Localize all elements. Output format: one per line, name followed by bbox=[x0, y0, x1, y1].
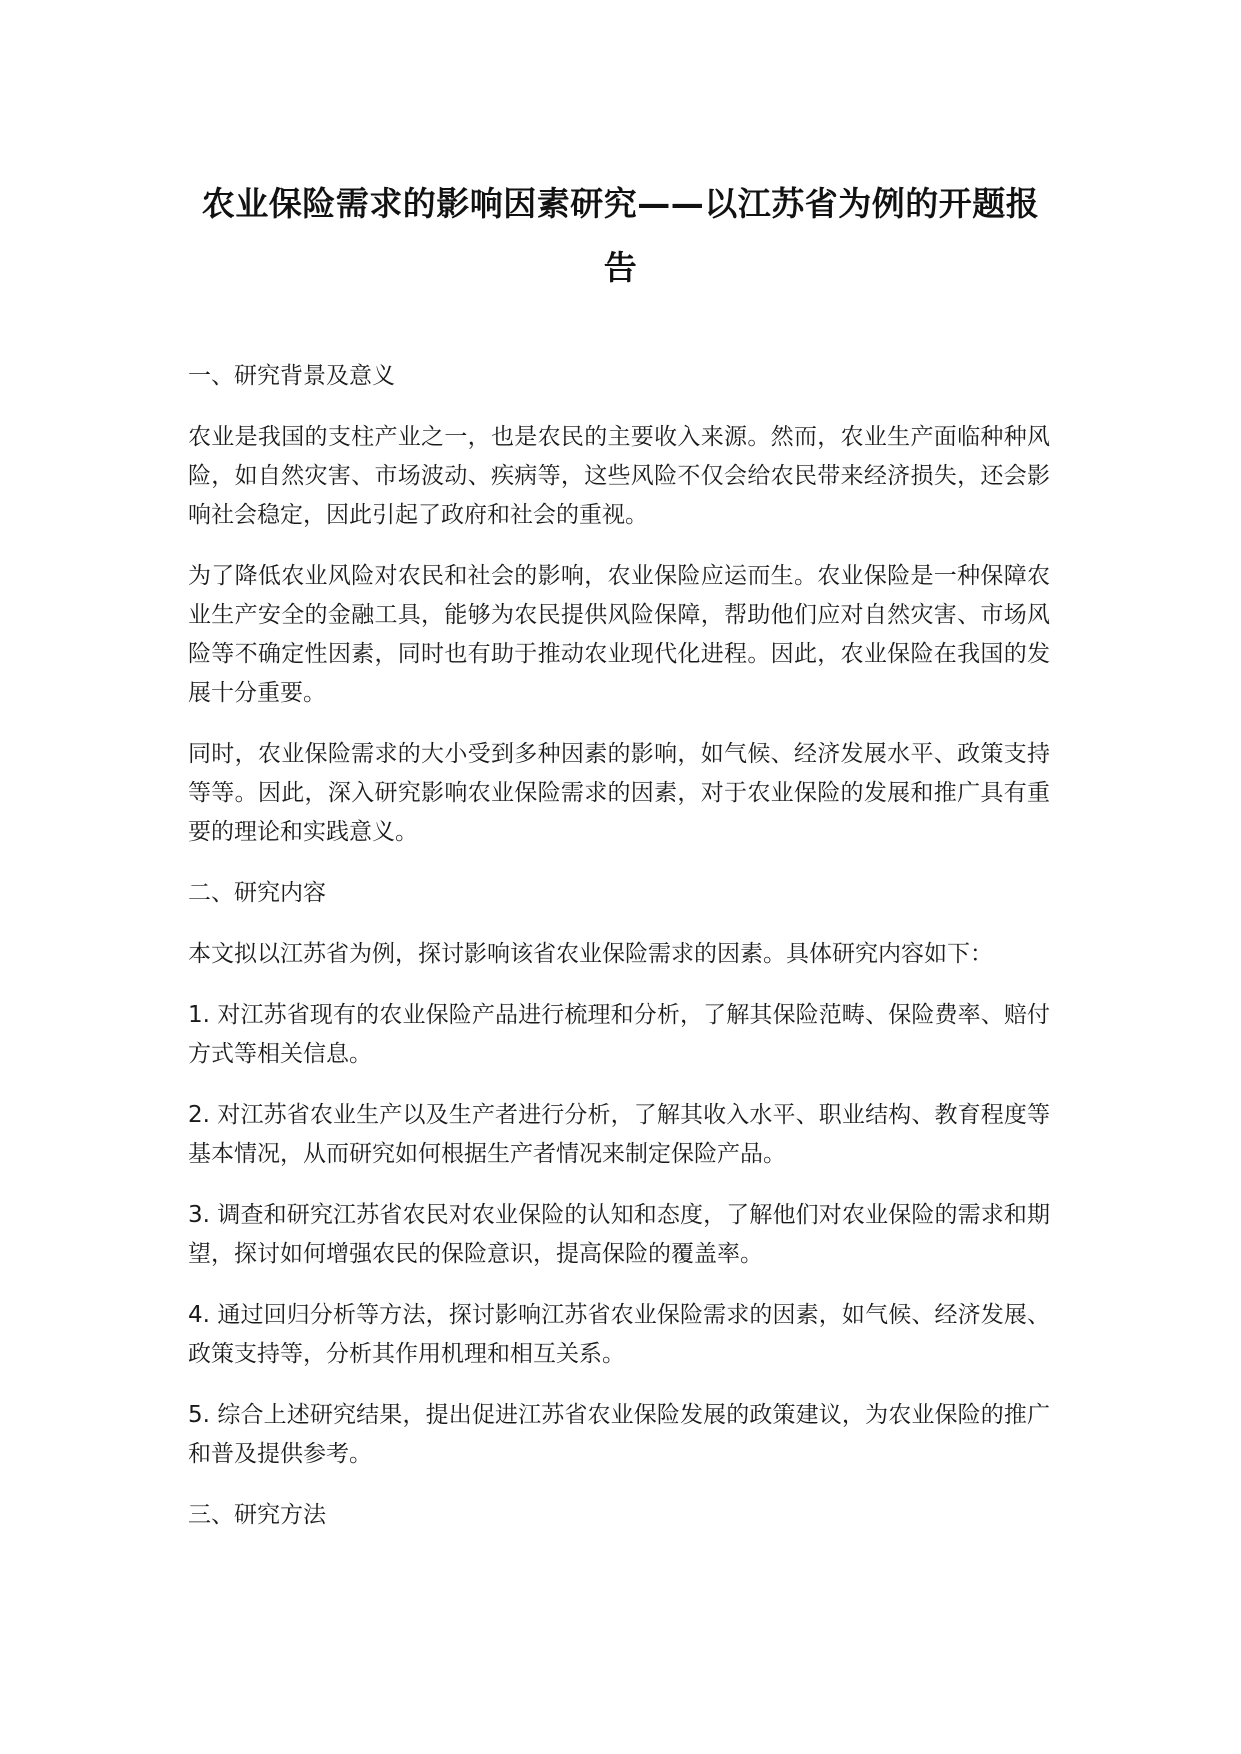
list-item: 5. 综合上述研究结果，提出促进江苏省农业保险发展的政策建议，为农业保险的推广和普及提供参考。 bbox=[188, 1402, 1050, 1467]
paragraph: 同时，农业保险需求的大小受到多种因素的影响，如气候、经济发展水平、政策支持等等。因此，深入研究影响农业保险需求的因素，对于农业保险的发展和推广具有重要的理论和实践意义。 bbox=[188, 741, 1050, 845]
document-body bbox=[188, 357, 1050, 1557]
list-item: 2. 对江苏省农业生产以及生产者进行分析，了解其收入水平、职业结构、教育程度等基本情况，从而研究如何根据生产者情况来制定保险产品。 bbox=[188, 1102, 1050, 1167]
list-item: 4. 通过回归分析等方法，探讨影响江苏省农业保险需求的因素，如气候、经济发展、政策支持等，分析其作用机理和相互关系。 bbox=[188, 1302, 1050, 1367]
document-title: 农业保险需求的影响因素研究——以江苏省为例的开题报告 bbox=[201, 184, 1040, 287]
list-item: 1. 对江苏省现有的农业保险产品进行梳理和分析，了解其保险范畴、保险费率、赔付方式等相关信息。 bbox=[188, 1002, 1050, 1067]
paragraph: 农业是我国的支柱产业之一，也是农民的主要收入来源。然而，农业生产面临种种风险，如自然灾害、市场波动、疾病等，这些风险不仅会给农民带来经济损失，还会影响社会稳定，因此引起了政府和社会的重视。 bbox=[188, 424, 1050, 528]
paragraph: 本文拟以江苏省为例，探讨影响该省农业保险需求的因素。具体研究内容如下： bbox=[188, 941, 993, 967]
paragraph: 为了降低农业风险对农民和社会的影响，农业保险应运而生。农业保险是一种保障农业生产安全的金融工具，能够为农民提供风险保障，帮助他们应对自然灾害、市场风险等不确定性因素，同时也有助于推动农业现代化进程。因此，农业保险在我国的发展十分重要。 bbox=[188, 563, 1050, 706]
list-item: 3. 调查和研究江苏省农民对农业保险的认知和态度，了解他们对农业保险的需求和期望，探讨如何增强农民的保险意识，提高保险的覆盖率。 bbox=[188, 1202, 1050, 1267]
section-heading: 三、研究方法 bbox=[188, 1502, 326, 1528]
section-heading: 二、研究内容 bbox=[188, 880, 326, 906]
section-heading: 一、研究背景及意义 bbox=[188, 363, 395, 389]
